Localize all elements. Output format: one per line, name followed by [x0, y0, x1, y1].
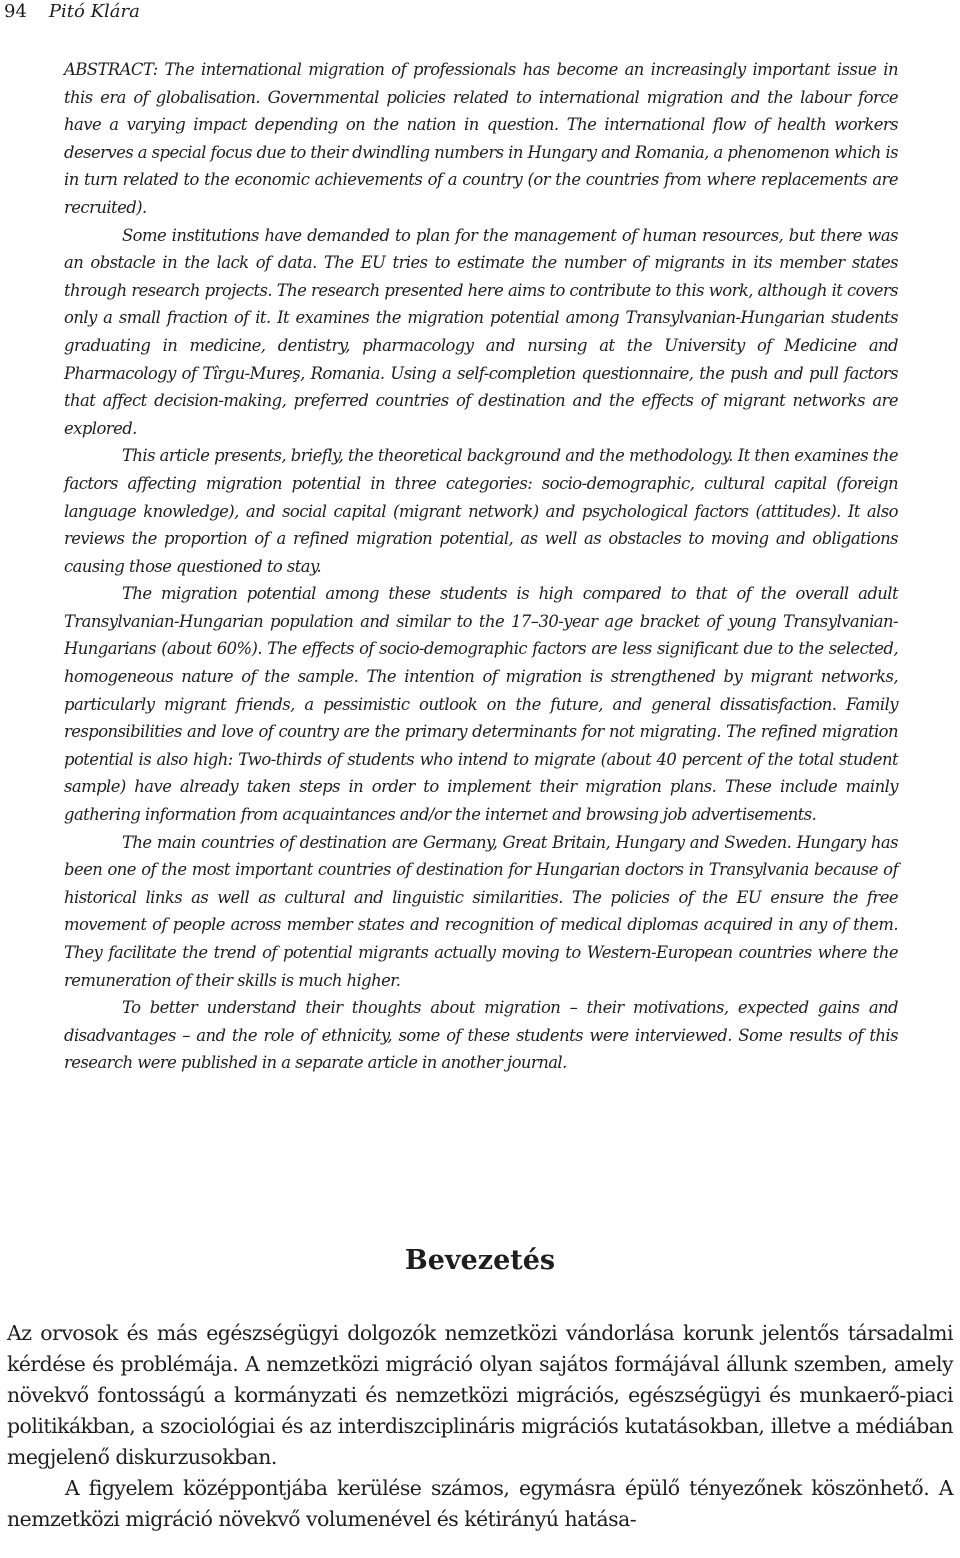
- author-name: Pitó Klára: [48, 1, 140, 22]
- abstract: [64, 56, 898, 1077]
- page-number: 94: [4, 1, 27, 22]
- abstract-paragraph: The main countries of destination are Germany, Great Britain, Hungary and Sweden. Hungary has been one of the most important countries of destination for Hungarian doctors in Transylvania because of historical links as well as cultural and linguistic similarities. The policies of the EU ensure the free movement of people across member states and recognition of medical diplomas acquired in any of them. They facilitate the trend of potential migrants actually moving to Western-European countries where the remuneration of their skills is much higher.: [64, 832, 898, 990]
- section-heading: Bevezetés: [404, 1245, 556, 1276]
- abstract-paragraph: This article presents, briefly, the theoretical background and the methodology. It then examines the factors affecting migration potential in three categories: socio-demographic, cultural capital (foreign language knowledge), and social capital (migrant network) and psychological factors (attitudes). It also reviews the proportion of a refined migration potential, as well as obstacles to moving and obligations causing those questioned to stay.: [64, 446, 898, 576]
- body-paragraph: Az orvosok és más egészségügyi dolgozók nemzetközi vándorlása korunk jelentős társadalmi kérdése és problémája. A nemzetközi migráció olyan sajátos formájával állunk szemben, amely növekvő fontosságú a kormányzati és nemzetközi migrációs, egészségügyi és munkaerő-piaci politikákban, a szociológiai és az interdiszciplináris migrációs kutatásokban, illetve a médiában megjelenő diskurzusokban.: [7, 1321, 953, 1469]
- body-paragraph: A figyelem középpontjába kerülése számos, egymásra épülő tényezőnek köszönhető. A nemzetközi migráció növekvő volumenével és kétirányú hatása-: [7, 1476, 953, 1531]
- abstract-paragraph: ABSTRACT: The international migration of professionals has become an increasingly important issue in this era of globalisation. Governmental policies related to international migration and the labour force have a varying impact depending on the nation in question. The international flow of health workers deserves a special focus due to their dwindling numbers in Hungary and Romania, a phenomenon which is in turn related to the economic achievements of a country (or the countries from where replacements are recruited).: [64, 60, 898, 217]
- body-text: [7, 1318, 953, 1535]
- abstract-paragraph: The migration potential among these students is high compared to that of the overall adult Transylvanian-Hungarian population and similar to the 17–30-year age bracket of young Transylvanian-Hungarians (about 60%). The effects of socio-demographic factors are less significant due to the selected, homogeneous nature of the sample. The intention of migration is strengthened by migrant networks, particularly migrant friends, a pessimistic outlook on the future, and general dissatisfaction. Family responsibilities and love of country are the primary determinants for not migrating. The refined migration potential is also high: Two-thirds of students who intend to migrate (about 40 percent of the total student sample) have already taken steps in order to implement their migration plans. These include mainly gathering information from acquaintances and/or the internet and browsing job advertisements.: [64, 584, 898, 825]
- abstract-paragraph: Some institutions have demanded to plan for the management of human resources, but there was an obstacle in the lack of data. The EU tries to estimate the number of migrants in its member states through research projects. The research presented here aims to contribute to this work, although it covers only a small fraction of it. It examines the migration potential among Transylvanian-Hungarian students graduating in medicine, dentistry, pharmacology and nursing at the University of Medicine and Pharmacology of Tîrgu-Mureş, Romania. Using a self-completion questionnaire, the push and pull factors that affect decision-making, preferred countries of destination and the effects of migrant networks are explored.: [64, 225, 898, 438]
- abstract-paragraph: To better understand their thoughts about migration – their motivations, expected gains and disadvantages – and the role of ethnicity, some of these students were interviewed. Some results of this research were published in a separate article in another journal.: [64, 998, 898, 1073]
- running-head: [4, 0, 140, 24]
